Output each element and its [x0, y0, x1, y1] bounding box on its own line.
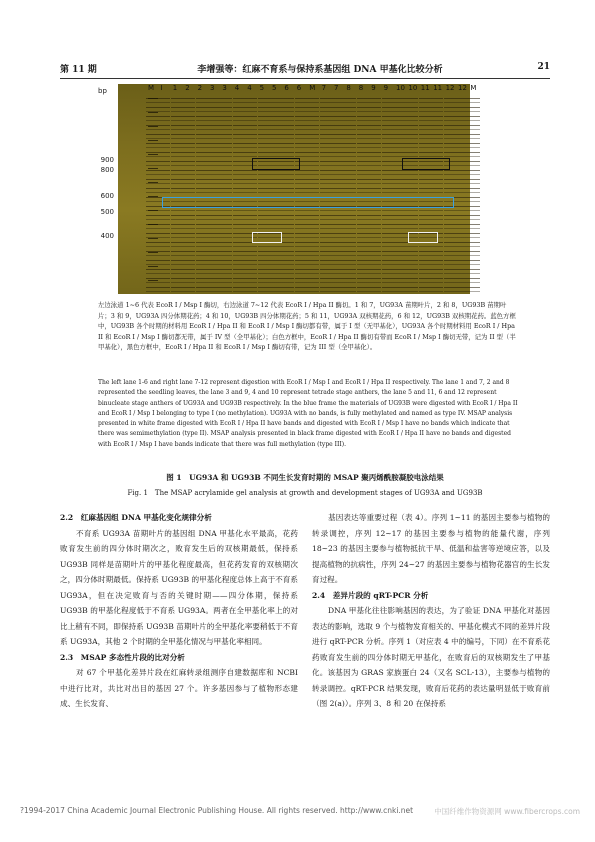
lane-label: 7 — [321, 84, 327, 92]
black-frame-left — [252, 158, 300, 170]
caption-english: The left lane 1-6 and right lane 7-12 represent digestion with EcoR I / Msp I and EcoR I / Hpa II respectively. The lane 1 and 7, 2 and 8 represented the seedling leaves, the lane 3 and 9, 4 and 10 represent tetrade stage anthers, the lane 5 and 11, 6 and 12 represent binucleate stage anthers of UG93A and UG93B respectively. In the blue frame the materials of UG93B were digested with EcoR I / Hpa II and EcoR I / Msp I belonging to type I (no methylation). UG93A with no bands, is fully methylated and named as type IV. MSAP analysis presented in white frame digested with EcoR I / Hpa II have bands and digested with EcoR I / Msp I have no bands which indicate that there was semimethylation (type II). MSAP analysis presented in black frame digested with EcoR I / Hpa II have no bands and digested with EcoR I / Msp I have bands indicate that there was full methylation (type III). — [98, 379, 518, 448]
lane-label: 2 — [197, 84, 203, 92]
gel-lane — [394, 98, 406, 294]
lane-label: M — [309, 84, 316, 92]
lane-labels — [118, 84, 477, 98]
white-frame-right — [408, 232, 438, 243]
lane-label: 4 — [234, 84, 240, 92]
lane-label: 8 — [346, 84, 351, 92]
gel-lane — [171, 98, 183, 294]
lane-label: 9 — [371, 84, 376, 92]
blue-frame — [162, 197, 454, 208]
marker-400: 400 — [100, 232, 114, 240]
page-number: 21 — [537, 62, 550, 72]
section-2-2-title: 2.2 红麻基因组 DNA 甲基化变化规律分析 — [60, 513, 212, 522]
lane-label: M — [148, 84, 155, 92]
gel-lane — [220, 98, 232, 294]
gel-image — [118, 84, 477, 294]
gel-lane — [369, 98, 381, 294]
dna-ladder — [148, 98, 158, 294]
running-header — [60, 62, 550, 76]
lane-label: 11 — [433, 84, 443, 92]
section-2-4-body: DNA 甲基化往往影响基因的表达，为了验证 DNA 甲基化对基因表达的影响，选取 9 个与植物发育相关的、甲基化模式不同的差异片段进行 qRT-PCR 分析。序列 1（对应表 4 中的编号，下同）在不育系花药败育发生前的四分体时期无甲基化，在败育后的双核期发生了甲基化。该基因为 GRAS 家族蛋白 24（又名 SCL-13），主要参与植物的转录调控。qRT-PCR 结果发现，败育后花药的表达量明显低于败育前（图 2(a)）。序列 3、8 和 20 在保持系 — [312, 606, 550, 708]
running-title: 李增强等：红麻不育系与保持系基因组 DNA 甲基化比较分析 — [197, 65, 443, 75]
section-2-4-title: 2.4 差异片段的 qRT-PCR 分析 — [312, 590, 429, 600]
footer-url: http://www.cnki.net — [340, 806, 414, 815]
lane-label: 5 — [259, 84, 265, 92]
gel-lane — [431, 98, 443, 294]
lane-label: 7 — [334, 84, 339, 92]
gel-lane — [183, 98, 195, 294]
gel-lane — [332, 98, 344, 294]
caption-chinese: 左边泳道 1~6 代表 EcoR I / Msp I 酶切，右边泳道 7~12 代表 EcoR I / Hpa II 酶切。1 和 7，UG93A 苗期叶片，2 和 8，UG93B 苗期叶片；3 和 9，UG93A 四分体期花药；4 和 10，UG93B 四分体期花药；5 和 11，UG93A 双核期花药，6 和 12，UG93B 双核期花药。蓝色方框中，UG93B 各个时期的材料用 EcoR I / Hpa II 和 EcoR I / Msp I 酶切都有带，属于 I 型（无甲基化），UG93A 各个时期材料用 EcoR I / Hpa II 和 EcoR I / Msp I 酶切都无带，属于 IV 型（全甲基化）；白色方框中，EcoR I / Hpa II 酶切有带而 EcoR I / Msp I 酶切无带，记为 II 型（半甲基化），黑色方框中，EcoR I / Hpa II 和 EcoR I / Msp I 酶切有带，记为 III 型（全甲基化）。 — [98, 301, 516, 351]
copyright-text: ?1994-2017 China Academic Journal Electronic Publishing House. All rights reserved. — [20, 806, 338, 815]
lane-label: 3 — [210, 84, 215, 92]
gel-lane — [295, 98, 307, 294]
gel-lane — [320, 98, 332, 294]
lane-label: 6 — [284, 84, 289, 92]
gel-lane — [258, 98, 270, 294]
left-column — [60, 510, 298, 712]
gel-lane — [245, 98, 257, 294]
white-frame-left — [252, 232, 282, 243]
bp-label: bp — [98, 87, 107, 95]
gel-lane — [282, 98, 294, 294]
header-rule — [60, 78, 550, 79]
gel-lane — [468, 98, 480, 294]
gel-lane — [196, 98, 208, 294]
lane-label: 10 — [396, 84, 405, 92]
section-2-3-body: 对 67 个甲基化差异片段在红麻转录组测序自建数据库和 NCBI 中进行比对，共比对出目的基因 27 个。许多基因参与了植物形态建成、生长发育、 — [60, 668, 298, 708]
lane-label: I — [160, 84, 163, 92]
gel-lane — [406, 98, 418, 294]
marker-500: 500 — [100, 208, 114, 216]
watermark-text: 中国纤维作物资源网 www.fibercrops.com — [434, 807, 580, 816]
gel-lane — [419, 98, 431, 294]
page-footer — [20, 806, 580, 815]
section-2-2-body: 不育系 UG93A 苗期叶片的基因组 DNA 甲基化水平最高，花药败育发生前的四分体时期次之，败育发生后的双核期最低，保持系 UG93B 同样是苗期叶片的甲基化程度最高，但花药发育的双核期次之，四分体时期最低。保持系 UG93B 的甲基化程度总体上高于不育系 UG93A，但在决定败育与否的关键时期——四分体期，保持系 UG93B 的甲基化程度低于不育系 UG93A。两者在全甲基化率上的对比上稍有不同，即保持系 UG93B 苗期叶片的全甲基化率要稍低于不育系 UG93A，其他 2 个时期的全甲基化情况与甲基化率相同。 — [60, 528, 298, 646]
right-column — [312, 510, 550, 712]
lane-label: 10 — [408, 84, 418, 92]
section-2-3-title: 2.3 MSAP 多态性片段的比对分析 — [60, 652, 185, 662]
continued-body: 基因表达等重要过程（表 4）。序列 1~11 的基因主要参与植物的转录调控，序列 12~17 的基因主要参与植物的能量代谢，序列 18~23 的基因主要参与植物抵抗干旱、低温和盐害等逆境应答，以及提高植物的抗病性，序列 24~27 的基因主要参与植物花器官的生长发育过程。 — [312, 513, 550, 584]
lane-label: 11 — [420, 84, 430, 92]
marker-900: 900 — [100, 156, 114, 164]
gel-lane — [270, 98, 282, 294]
gel-lane — [456, 98, 468, 294]
lane-label: 12 — [445, 84, 455, 92]
lane-label: 9 — [383, 84, 389, 92]
lane-label: 5 — [272, 84, 277, 92]
gel-lane — [344, 98, 356, 294]
lane-label: 12 — [458, 84, 467, 92]
gel-lane — [307, 98, 319, 294]
gel-lane — [158, 98, 170, 294]
marker-800: 800 — [100, 166, 114, 174]
marker-scale — [88, 84, 118, 294]
lane-label: M — [470, 84, 477, 92]
lane-label: 6 — [296, 84, 302, 92]
figure-title-en: Fig. 1 The MSAP acrylamide gel analysis at growth and development stages of UG93A and UG93B — [127, 489, 483, 497]
gel-lane — [357, 98, 369, 294]
issue-number: 第 11 期 — [60, 65, 97, 75]
lane-label: 1 — [172, 84, 178, 92]
marker-600: 600 — [100, 192, 114, 200]
lane-label: 2 — [185, 84, 190, 92]
gel-lane — [233, 98, 245, 294]
lane-label: 4 — [247, 84, 252, 92]
gel-lane — [208, 98, 220, 294]
black-frame-right — [402, 158, 450, 170]
lane-label: 8 — [358, 84, 364, 92]
gel-lane — [382, 98, 394, 294]
lane-label: 3 — [222, 84, 227, 92]
figure-title-cn: 图 1 UG93A 和 UG93B 不同生长发育时期的 MSAP 聚丙烯酰胺凝胶电泳结果 — [166, 473, 444, 482]
gel-lane — [444, 98, 456, 294]
